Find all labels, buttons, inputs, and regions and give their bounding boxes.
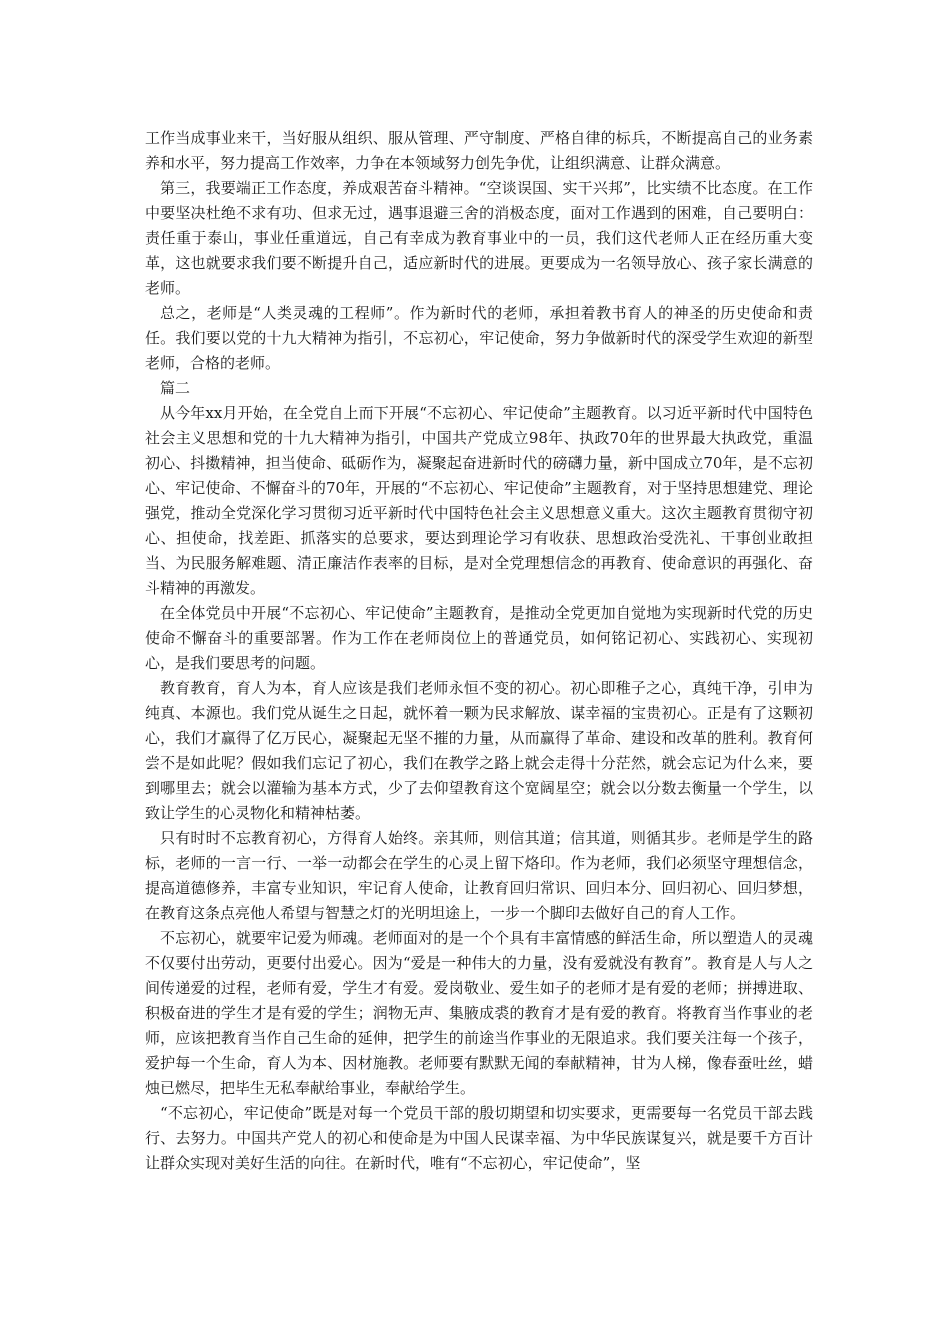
paragraph-education-original-heart: 教育教育，育人为本，育人应该是我们老师永恒不变的初心。初心即稚子之心，真纯干净，引申为纯真、本源也。我们党从诞生之日起，就怀着一颗为民求解放、谋幸福的宝贵初心。正是有了这颗初心，我们才赢得了亿万民心，凝聚起无坚不摧的力量，从而赢得了革命、建设和改革的胜利。教育何尝不是如此呢？假如我们忘记了初心，我们在教学之路上就会走得十分茫然，就会忘记为什么来，要到哪里去；就会以灌输为基本方式，少了去仰望教育这个宽阔星空；就会以分数去衡量一个学生，以致让学生的心灵物化和精神枯萎。 [145,679,813,822]
document-page [145,126,813,1176]
paragraph-conclusion: 总之，老师是“人类灵魂的工程师”。作为新时代的老师，承担着教书育人的神圣的历史使命和责任。我们要以党的十九大精神为指引，不忘初心，牢记使命，努力争做新时代的深受学生欢迎的新型老师，合格的老师。 [145,304,813,372]
paragraph-third-point: 第三，我要端正工作态度，养成艰苦奋斗精神。“空谈误国、实干兴邦”，比实绩不比态度。在工作中要坚决杜绝不求有功、但求无过，遇事退避三舍的消极态度，面对工作遇到的困难，自己要明白：责任重于泰山，事业任重道远，自己有幸成为教育事业中的一员，我们这代老师人正在经历重大变革，这也就要求我们要不断提升自己，适应新时代的进展。更要成为一名领导放心、孩子家长满意的老师。 [145,179,813,297]
paragraph-teacher-role: 只有时时不忘教育初心，方得育人始终。亲其师，则信其道；信其道，则循其步。老师是学生的路标，老师的一言一行、一举一动都会在学生的心灵上留下烙印。作为老师，我们必须坚守理想信念，提高道德修养，丰富专业知识，牢记育人使命，让教育回归常识、回归本分、回归初心、回归梦想，在教育这条点亮他人希望与智慧之灯的光明坦途上，一步一个脚印去做好自己的育人工作。 [145,829,813,922]
paragraph-mission: “不忘初心，牢记使命”既是对每一个党员干部的殷切期望和切实要求，更需要每一名党员干部去践行、去努力。中国共产党人的初心和使命是为中国人民谋幸福、为中华民族谋复兴，就是要千方百计让群众实现对美好生活的向往。在新时代，唯有“不忘初心，牢记使命”，坚 [145,1104,813,1172]
section-heading: 篇二 [160,379,191,397]
paragraph-intro: 从今年xx月开始，在全党自上而下开展“不忘初心、牢记使命”主题教育。以习近平新时代中国特色社会主义思想和党的十九大精神为指引，中国共产党成立98年、执政70年的世界最大执政党，重温初心、抖擞精神，担当使命、砥砺作为，凝聚起奋进新时代的磅礴力量，新中国成立70年，是不忘初心、牢记使命、不懈奋斗的70年，开展的“不忘初心、牢记使命”主题教育，对于坚持思想建党、理论强党，推动全党深化学习贯彻习近平新时代中国特色社会主义思想意义重大。这次主题教育贯彻守初心、担使命，找差距、抓落实的总要求，要达到理论学习有收获、思想政治受洗礼、干事创业敢担当、为民服务解难题、清正廉洁作表率的目标，是对全党理想信念的再教育、使命意识的再强化、奋斗精神的再激发。 [145,404,813,597]
paragraph-continuation: 工作当成事业来干，当好服从组织、服从管理、严守制度、严格自律的标兵，不断提高自己的业务素养和水平，努力提高工作效率，力争在本领域努力创先争优，让组织满意、让群众满意。 [145,129,813,172]
paragraph-love-soul: 不忘初心，就要牢记爱为师魂。老师面对的是一个个具有丰富情感的鲜活生命，所以塑造人的灵魂不仅要付出劳动，更要付出爱心。因为“爱是一种伟大的力量，没有爱就没有教育”。教育是人与人之间传递爱的过程，老师有爱，学生才有爱。爱岗敬业、爱生如子的老师才是有爱的老师；拼搏进取、积极奋进的学生才是有爱的学生；润物无声、集腋成裘的教育才是有爱的教育。将教育当作事业的老师，应该把教育当作自己生命的延伸，把学生的前途当作事业的无限追求。我们要关注每一个孩子，爱护每一个生命，育人为本、因材施教。老师要有默默无闻的奉献精神，甘为人梯，像春蚕吐丝，蜡烛已燃尽，把毕生无私奉献给事业，奉献给学生。 [145,929,813,1097]
paragraph-deployment: 在全体党员中开展“不忘初心、牢记使命”主题教育，是推动全党更加自觉地为实现新时代党的历史使命不懈奋斗的重要部署。作为工作在老师岗位上的普通党员，如何铭记初心、实践初心、实现初心，是我们要思考的问题。 [145,604,813,672]
